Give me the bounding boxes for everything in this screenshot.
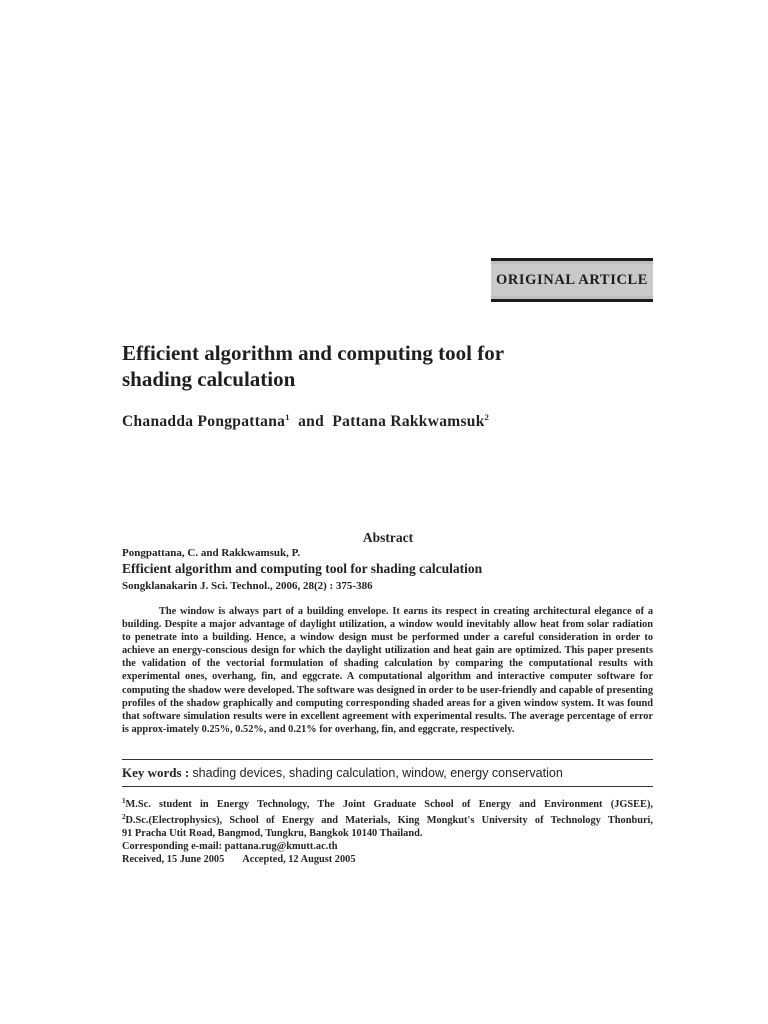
title-line-1: Efficient algorithm and computing tool for (122, 341, 505, 365)
keywords-row (122, 765, 563, 781)
affiliation-line-1 (122, 795, 653, 811)
keywords-bottom-divider (122, 786, 653, 787)
abstract-heading: Abstract (362, 530, 414, 545)
corresponding-email: Corresponding e-mail: pattana.rug@kmutt.ac.th (122, 841, 338, 852)
affiliation-line-2 (122, 811, 653, 827)
article-type-badge (491, 258, 653, 302)
accepted-date: Accepted, 12 August 2005 (242, 854, 356, 865)
keywords-list: shading devices, shading calculation, window, energy conservation (192, 766, 563, 780)
keywords-label: Key words : (122, 765, 190, 780)
keywords-top-divider (122, 759, 653, 760)
affiliation-1-text: M.Sc. student in Energy Technology, The Joint Graduate School of Energy and Environment (JGSEE), (125, 799, 653, 810)
author-1-affiliation-mark: 1 (285, 412, 290, 422)
citation-authors: Pongpattana, C. and Rakkwamsuk, P. (122, 547, 301, 559)
dates-line (122, 853, 653, 866)
abstract-body: The window is always part of a building envelope. It earns its respect in creating architectural elegance of a building. Despite a major advantage of daylight utilization, a window would inevitably allow heat from solar radiation to penetrate into a building. Hence, a window design must be performed under a careful consideration in order to achieve an energy-conscious design for which the daylight utilization and heat gain are optimized. This paper presents the validation of the vectorial formulation of shading calculation by comparing the computational results with experimental ones, overhang, fin, and eggcrate. A computational algorithm and interactive computer software for computing the shadow were developed. The software was designed in order to be user-friendly and capable of presenting profiles of the shadow graphically and computing corresponding shaded areas for a given window system. It was found that software simulation results were in excellent agreement with experimental results. The average percentage of error is approx-imately 0.25%, 0.52%, and 0.21% for overhang, fin, and eggcrate, respectively. (122, 606, 653, 735)
citation-title: Efficient algorithm and computing tool for shading calculation (122, 561, 483, 576)
author-2-name: Pattana Rakkwamsuk (332, 413, 485, 430)
author-1-name: Chanadda Pongpattana (122, 413, 286, 430)
affiliation-mark-1: 1 (122, 797, 126, 805)
article-type-label: ORIGINAL ARTICLE (491, 264, 653, 296)
received-date: Received, 15 June 2005 (122, 854, 225, 865)
affiliation-block (122, 795, 653, 866)
author-joiner: and (298, 413, 325, 430)
affiliation-2-text: D.Sc.(Electrophysics), School of Energy and Materials, King Mongkut's University of Technology Thonburi, (125, 815, 653, 826)
author-list (122, 412, 489, 431)
citation-journal: Songklanakarin J. Sci. Technol., 2006, 28(2) : 375-386 (122, 580, 373, 592)
title-line-2: shading calculation (122, 367, 296, 391)
affiliation-mark-2: 2 (122, 813, 126, 821)
paper-title (122, 340, 642, 392)
author-2-affiliation-mark: 2 (484, 412, 490, 422)
affiliation-address: 91 Pracha Utit Road, Bangmod, Tungkru, Bangkok 10140 Thailand. (122, 828, 423, 839)
